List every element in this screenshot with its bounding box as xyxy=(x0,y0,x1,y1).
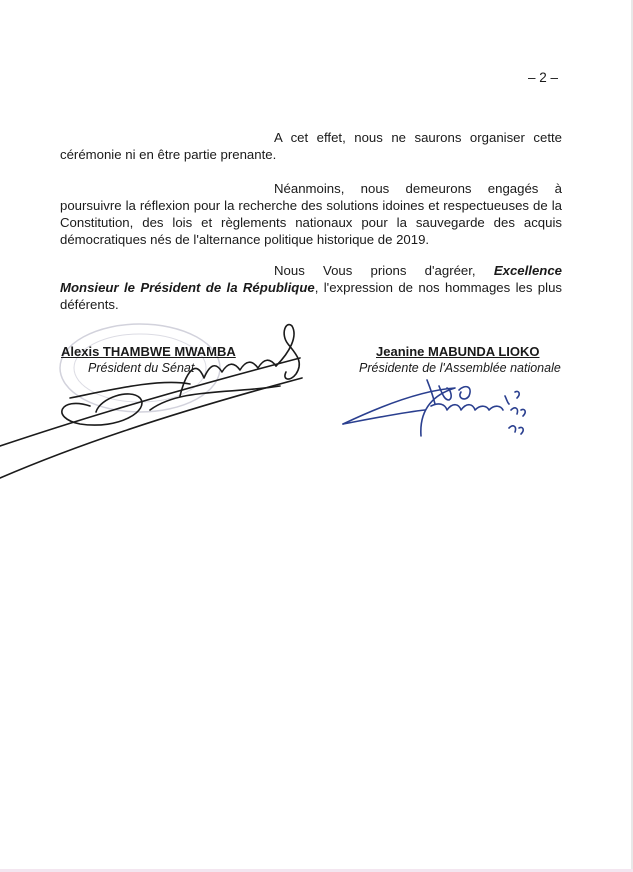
signature-2-icon xyxy=(335,370,545,450)
paragraph-2-text: Néanmoins, nous demeurons engagés à poursuivre la réflexion pour la recherche des solutions idoines et respectueuses de la Constitution, des lois et règlements nationaux pour la sauvegarde des acquis démocratiques nés de l'alternance politique historique de 2019. xyxy=(60,181,562,247)
paragraph-1 xyxy=(60,129,562,163)
paragraph-3-emphasis: Excellence Monsieur le Président de la République xyxy=(60,263,562,295)
signature-1-icon xyxy=(0,318,320,488)
paragraph-3 xyxy=(60,262,562,313)
signatory-2-title: Présidente de l'Assemblée nationale xyxy=(359,361,561,375)
signatory-1-title: Président du Sénat xyxy=(88,361,195,375)
paragraph-3-start: Nous Vous prions d'agréer, xyxy=(274,263,494,278)
paragraph-3-end: , l'expression de nos hommages les plus déférents. xyxy=(60,280,562,312)
signatory-2-name: Jeanine MABUNDA LIOKO xyxy=(376,344,540,359)
paragraph-2 xyxy=(60,180,562,248)
paragraph-1-text: A cet effet, nous ne saurons organiser cette cérémonie ni en être partie prenante. xyxy=(60,130,562,162)
signatory-1-name: Alexis THAMBWE MWAMBA xyxy=(61,344,236,359)
page-number: – 2 – xyxy=(528,70,559,85)
